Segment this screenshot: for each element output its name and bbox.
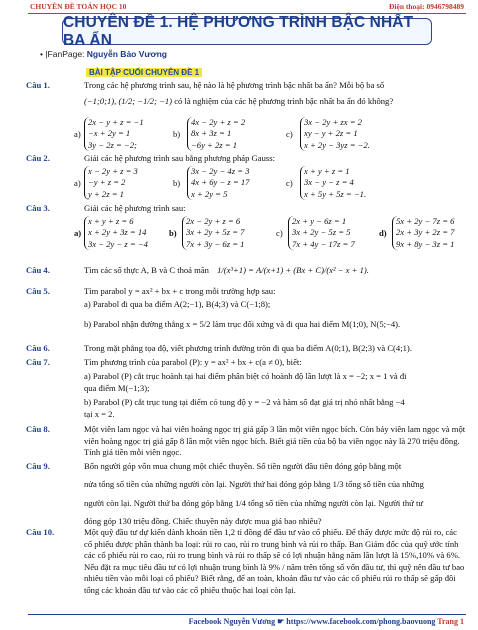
- question-label: Câu 5.: [26, 286, 50, 296]
- eq-line: x + 2y = 5: [191, 188, 228, 199]
- part-a: a) Parabol đi qua ba điểm A(2;−1), B(4;3) và C(−1;8);: [84, 299, 271, 309]
- question-label: Câu 2.: [26, 153, 50, 163]
- header-right: Điện thoại: 0946798489: [389, 2, 464, 11]
- question-9: [26, 461, 466, 527]
- footer-divider: [28, 614, 466, 615]
- section-heading: BÀI TẬP CUỐI CHUYÊN ĐỀ 1: [86, 68, 202, 77]
- part-b: b) Parabol nhận đường thẳng x = 5/2 làm trục đối xứng và đi qua hai điểm M(1;0), N(5;−4).: [84, 319, 401, 329]
- question-7: [26, 357, 466, 369]
- question-text: Tìm phương trình của parabol (P): y = ax² + bx + c(a ≠ 0), biết:: [84, 357, 302, 367]
- fanpage-line: [40, 49, 167, 59]
- question-label: Câu 1.: [26, 80, 50, 90]
- eq-line: x + 5y + 5z = −1.: [304, 188, 367, 199]
- eq-line: 7x + 3y − 6z = 1: [186, 238, 245, 249]
- question-label: Câu 3.: [26, 203, 50, 213]
- question-text: Giải các hệ phương trình sau:: [84, 203, 186, 213]
- question-5: [26, 286, 466, 298]
- system-2b: b) 3x − 2y − 4z = 3 4x + 6y − z = 17 x + 2y = 5: [173, 166, 250, 199]
- question-label: Câu 7.: [26, 357, 50, 367]
- eq-line: 3x − 2y − 4z = 3: [191, 166, 250, 176]
- question-1-line2: [26, 96, 466, 108]
- question-text-cont: có là nghiệm của các hệ phương trình bậc nhất ba ẩn đó không?: [172, 96, 394, 106]
- question-label: Câu 8.: [26, 424, 50, 434]
- eq-line: 3x + 2y + 5z = 7: [186, 227, 245, 238]
- title-box: [62, 13, 432, 49]
- fanpage-name[interactable]: Nguyễn Bảo Vương: [86, 49, 167, 59]
- system-1b: b) 4x − 2y + z = 2 8x + 3z = 1 −6y + 2z = 1: [173, 117, 246, 150]
- eq-line: 8x + 3z = 1: [191, 128, 232, 139]
- system-3c: c) 2x + y − 6z = 1 3x + 2y − 5z = 5 7x + 4y − 17z = 7: [276, 216, 355, 249]
- system-1a: a) 2x − y + z = −1 −x + 2y = 1 3y − 2z = −2;: [74, 117, 144, 150]
- system-3a: a) x + y + z = 6 x + 2y + 3z = 14 3x − 2y − z = −4: [74, 216, 148, 249]
- eq-line: x + y + z = 6: [88, 216, 134, 226]
- eq-line: 2x + 3y + 2z = 7: [396, 227, 455, 238]
- page-footer: [0, 617, 464, 626]
- eq-line: x + 2y + 3z = 14: [88, 227, 147, 238]
- system-1c: c) 3x − 2y + zx = 2 xy − y + 2z = 1 x + 2y − 3yz = −2.: [286, 117, 370, 150]
- eq-line: 3x − 2y + zx = 2: [304, 117, 362, 127]
- part-a-cont: qua điểm M(−1;3);: [84, 382, 150, 393]
- equation: 1/(x³+1) = A/(x+1) + (Bx + C)/(x² − x + 1).: [217, 265, 369, 275]
- eq-line: 2x − y + z = −1: [88, 117, 144, 127]
- question-3: [26, 203, 466, 215]
- footer-link[interactable]: Facebook Nguyễn Vương ☛ https://www.facebook.com/phong.baovuong: [188, 617, 436, 626]
- eq-line: 3y − 2z = −2;: [88, 139, 137, 150]
- question-label: Câu 4.: [26, 265, 50, 275]
- fanpage-prefix: • |FanPage:: [40, 49, 87, 59]
- question-text: Giải các hệ phương trình sau bằng phương pháp Gauss:: [84, 153, 275, 163]
- eq-line: xy − y + 2z = 1: [304, 128, 358, 139]
- eq-line: −y + z = 2: [88, 177, 126, 188]
- eq-line: 5x + 2y − 7z = 6: [396, 216, 455, 226]
- page-number: Trang 1: [437, 617, 464, 626]
- eq-line: x + 2y − 3yz = −2.: [304, 139, 370, 150]
- triple-1: (−1;0;1),: [84, 96, 119, 106]
- eq-line: −6y + 2z = 1: [191, 139, 238, 150]
- question-2: [26, 153, 466, 165]
- eq-line: 4x − 2y + z = 2: [191, 117, 246, 127]
- part-b: b) Parabol (P) cắt trục tung tại điểm có tung độ y = −2 và hàm số đạt giá trị nhỏ nhất bằng −4: [84, 397, 405, 407]
- question-text: Trong các hệ phương trình sau, hệ nào là hệ phương trình bậc nhất ba ẩn? Mỗi bộ ba số: [84, 80, 385, 90]
- question-text: đóng góp 130 triệu đồng. Chiếc thuyền này được mua giá bao nhiêu?: [84, 515, 322, 526]
- question-4: [26, 265, 466, 277]
- question-text: Bốn người góp vốn mua chung một chiếc thuyền. Số tiền người đầu tiên đóng góp bằng một: [84, 461, 402, 471]
- eq-line: 3x − y − z = 4: [304, 177, 354, 188]
- header-left: CHUYÊN ĐỀ TOÁN HỌC 10: [30, 2, 127, 11]
- system-2c: c) x + y + z = 1 3x − y − z = 4 x + 5y + 5z = −1.: [286, 166, 367, 199]
- eq-line: 3x + 2y − 5z = 5: [292, 227, 351, 238]
- system-3d: d) 5x + 2y − 7z = 6 2x + 3y + 2z = 7 9x + 8y − 3z = 1: [379, 216, 455, 249]
- question-text: Tìm parabol y = ax² + bx + c trong mỗi trường hợp sau:: [84, 286, 276, 296]
- question-label: Câu 10.: [26, 527, 55, 537]
- question-6: [26, 343, 466, 355]
- system-2a: a) x − 2y + z = 3 −y + z = 2 y + 2z = 1: [74, 166, 138, 199]
- question-label: Câu 9.: [26, 461, 50, 471]
- page-title: CHUYÊN ĐỀ 1. HỆ PHƯƠNG TRÌNH BẬC NHẤT BA ẨN: [63, 13, 414, 49]
- eq-line: 9x + 8y − 3z = 1: [396, 238, 455, 249]
- eq-line: x + y + z = 1: [304, 166, 350, 176]
- eq-line: y + 2z = 1: [88, 188, 124, 199]
- question-text: Tìm các số thực A, B và C thoả mãn: [84, 265, 209, 275]
- part-b-cont: tại x = 2.: [84, 408, 115, 419]
- question-text: nửa tổng số tiền của những người còn lại. Người thứ hai đóng góp bằng 1/3 tổng số tiền của những: [84, 478, 424, 489]
- question-text: Trong mặt phẳng tọa độ, viết phương trình đường tròn đi qua ba điểm A(0;1), B(2;3) và C(4;1).: [84, 343, 412, 353]
- question-text: người còn lại. Người thứ ba đóng góp bằng 1/4 tổng số tiền của những người còn lại. Người thứ tư: [84, 498, 423, 508]
- question-label: Câu 6.: [26, 343, 50, 353]
- eq-line: x − 2y + z = 3: [88, 166, 138, 176]
- eq-line: 2x − 2y + z = 6: [186, 216, 241, 226]
- question-text: Một quỹ đầu tư dự kiến dành khoản tiền 1,2 tỉ đồng để đầu tư vào cổ phiếu. Để thấy được mức độ rủi ro, các cổ phiếu được phân thành ba loại: rủi ro cao, rủi ro trung bình và rủi ro thấp. Ban Giám đốc của quỹ ước tính các cổ phiếu rủi ro cao, rủi ro trung bình và rủi ro thấp sẽ có lợi nhuận hằng năm lần lượt là 15%,10% và 6%. Nếu đặt ra mục tiêu đầu tư có lợi nhuận trung bình là 9% / năm trên tổng số vốn đầu tư, thì quỹ nên đầu tư bao nhiêu tiền vào mỗi loại cổ phiếu? Biết rằng, để an toàn, khoản đầu tư vào các cổ phiếu rủi ro thấp sẽ gấp đôi tổng các khoản đầu tư vào các cổ phiếu thuộc hai loại còn lại.: [84, 527, 465, 595]
- eq-line: 2x + y − 6z = 1: [292, 216, 347, 226]
- triple-2: (1/2; −1/2; −1): [118, 96, 173, 106]
- question-8: [26, 424, 466, 459]
- eq-line: 3x − 2y − z = −4: [88, 238, 148, 249]
- question-text: Một viên lam ngọc và hai viên hoàng ngọc trị giá gấp 3 lần một viên ngọc bích. Còn bảy viên lam ngọc và một viên hoàng ngọc trị giá gấp 8 lần một viên ngọc bích. Biết giá tiền của bộ ba viên ngọc này là 270 triệu đồng. Tính giá tiền mỗi viên ngọc.: [84, 424, 466, 457]
- system-3b: b) 2x − 2y + z = 6 3x + 2y + 5z = 7 7x + 3y − 6z = 1: [169, 216, 245, 249]
- question-1: [26, 80, 466, 92]
- question-10: [26, 527, 466, 596]
- eq-line: 4x + 6y − z = 17: [191, 177, 250, 188]
- part-a: a) Parabol (P) cắt trục hoành tại hai điểm phân biệt có hoành độ lần lượt là x = −2; x = 1 và đi: [84, 371, 407, 381]
- eq-line: 7x + 4y − 17z = 7: [292, 238, 355, 249]
- eq-line: −x + 2y = 1: [88, 128, 131, 139]
